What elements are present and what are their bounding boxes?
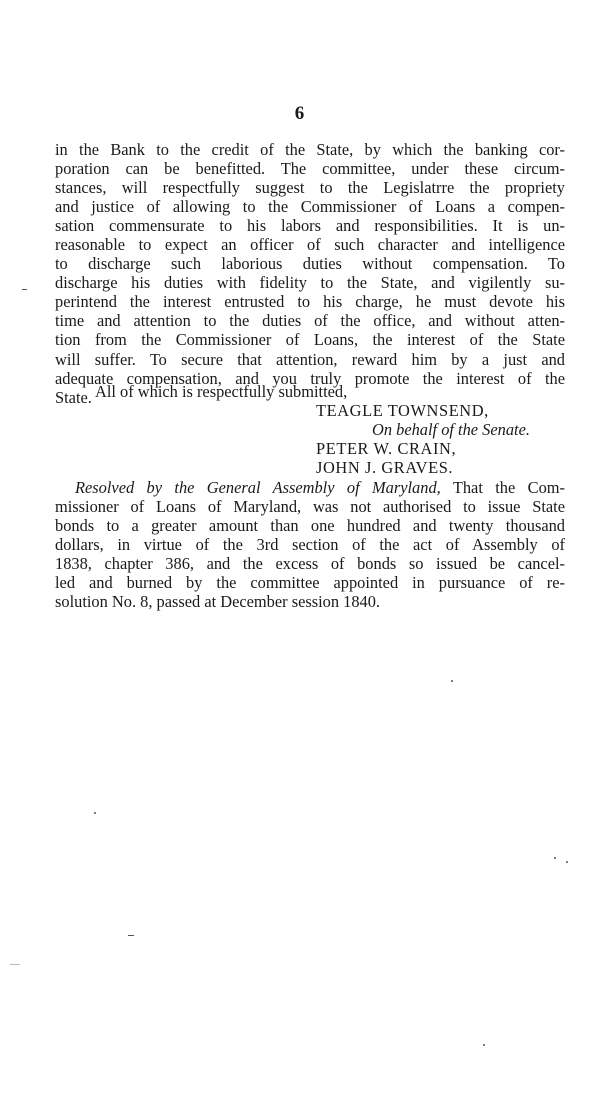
text-line: dollars, in virtue of the 3rd section of the act of Assembly of — [55, 535, 565, 555]
text-line: tion from the Commissioner of Loans, the interest of the State — [55, 330, 565, 350]
text-line: reasonable to expect an officer of such character and intelligence — [55, 235, 565, 255]
text-line: solution No. 8, passed at December session 1840. — [55, 592, 381, 612]
resolution-lead: Resolved by the General Assembly of Maryland, — [75, 478, 441, 497]
signature-john-graves: JOHN J. GRAVES. — [316, 458, 454, 477]
text-line: missioner of Loans of Maryland, was not authorised to issue State — [55, 497, 565, 517]
resolution-first-line-rest: That the Com- — [440, 478, 565, 497]
closing-statement: All of which is respectfully submitted, — [95, 382, 348, 401]
text-line: sation commensurate to his labors and responsibilities. It is un- — [55, 216, 565, 236]
resolution-paragraph — [55, 478, 565, 611]
text-line: time and attention to the duties of the office, and without atten- — [55, 311, 565, 331]
scan-speck — [94, 812, 96, 814]
committee-report-paragraph — [55, 140, 565, 407]
scan-speck — [451, 680, 453, 682]
text-line: and justice of allowing to the Commissioner of Loans a compen- — [55, 197, 565, 217]
scan-speck — [22, 289, 27, 290]
scan-speck — [554, 857, 556, 859]
scan-speck — [483, 1044, 485, 1046]
signature-peter-crain: PETER W. CRAIN, — [316, 439, 457, 458]
text-line: led and burned by the committee appointed in pursuance of re- — [55, 573, 565, 593]
text-line: in the Bank to the credit of the State, by which the banking cor- — [55, 140, 565, 159]
text-line: poration can be benefitted. The committee, under these circum- — [55, 159, 565, 179]
signature-teagle-townsend: TEAGLE TOWNSEND, — [316, 401, 489, 420]
text-line: discharge his duties with fidelity to the State, and vigilently su- — [55, 273, 565, 293]
text-line: will suffer. To secure that attention, reward him by a just and — [55, 349, 565, 369]
text-line: stances, will respectfully suggest to the Legislatrre the propriety — [55, 178, 565, 198]
text-line: State. — [55, 387, 92, 407]
scan-speck — [566, 861, 568, 863]
text-line: 1838, chapter 386, and the excess of bonds so issued be cancel- — [55, 554, 565, 574]
resolution-first-line — [55, 478, 565, 497]
text-line: perintend the interest entrusted to his charge, he must devote his — [55, 292, 565, 312]
scan-speck — [128, 935, 134, 936]
text-line: adequate compensation, and you truly promote the interest of the — [55, 368, 565, 388]
page-number: 6 — [294, 103, 306, 124]
text-line: bonds to a greater amount than one hundred and twenty thousand — [55, 516, 565, 536]
signature-behalf-of-senate: On behalf of the Senate. — [372, 420, 530, 439]
scan-speck — [10, 964, 20, 965]
text-line: to discharge such laborious duties without compensation. To — [55, 254, 565, 274]
